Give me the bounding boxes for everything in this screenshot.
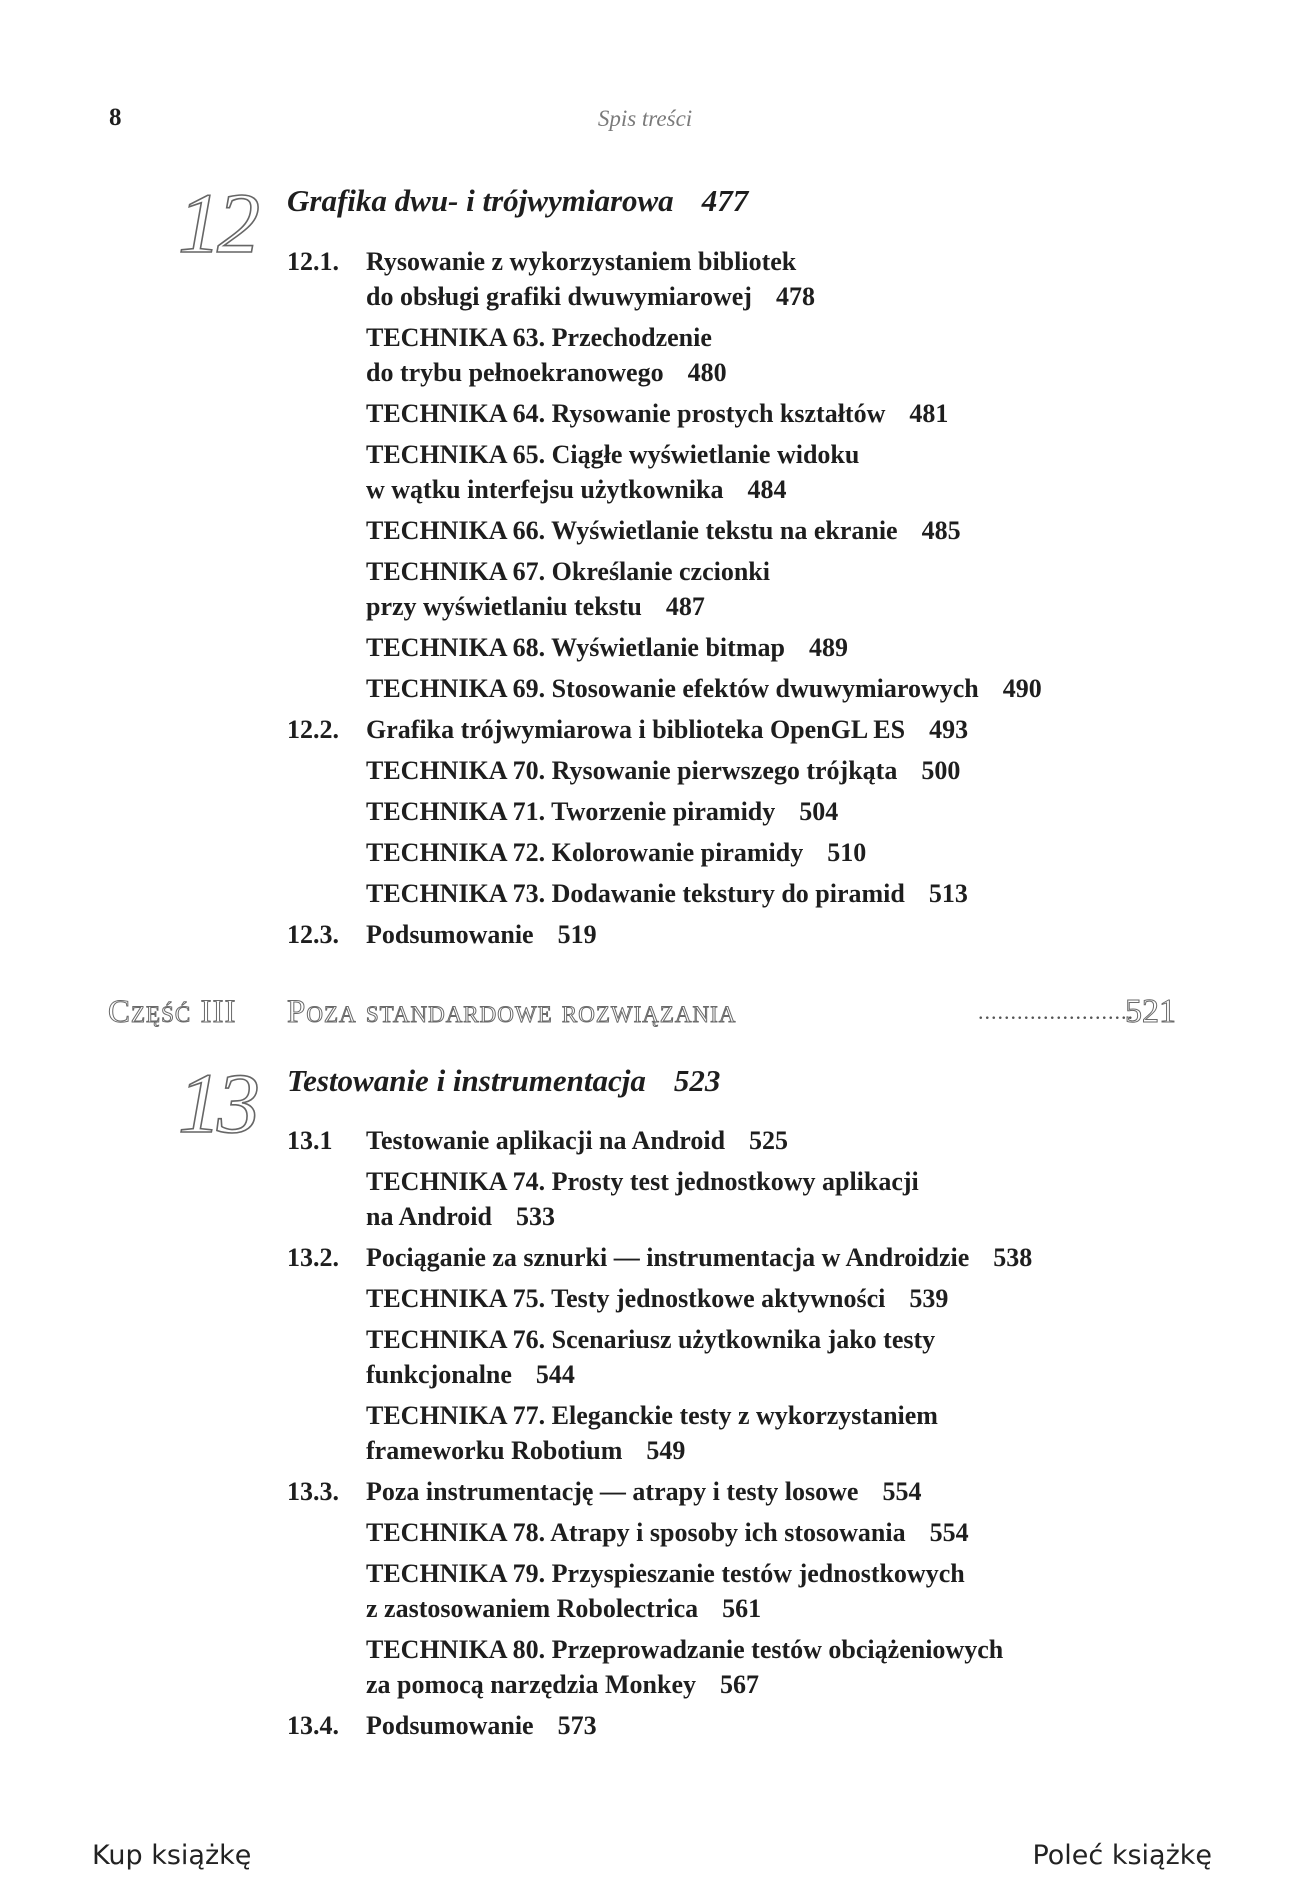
section-number: 13.4. — [287, 1711, 339, 1740]
toc-line — [366, 1123, 788, 1158]
toc-entry-page: 481 — [909, 399, 949, 428]
toc-entry-text: TECHNIKA 73. Dodawanie tekstury do piramid — [366, 879, 905, 908]
toc-entry-text: w wątku interfejsu użytkownika — [366, 475, 724, 504]
toc-entry-page: 544 — [535, 1360, 575, 1389]
toc-entry-page: 480 — [687, 358, 727, 387]
toc-line — [366, 753, 960, 788]
toc-line — [366, 472, 787, 507]
section-number: 12.3. — [287, 920, 339, 949]
toc-entry-text: Pociąganie za sznurki — instrumentacja w Androidzie — [366, 1243, 970, 1272]
toc-line — [366, 437, 859, 472]
toc-entry-text: TECHNIKA 69. Stosowanie efektów dwuwymiarowych — [366, 674, 979, 703]
toc-entry-text: TECHNIKA 78. Atrapy i sposoby ich stosowania — [366, 1518, 906, 1547]
toc-entry-text: przy wyświetlaniu tekstu — [366, 592, 642, 621]
toc-entry-page: 525 — [749, 1126, 789, 1155]
toc-entry-text: TECHNIKA 63. Przechodzenie — [366, 323, 712, 352]
running-head: Spis treści — [597, 106, 693, 131]
part-3-heading[interactable] — [108, 990, 1176, 1034]
toc-line — [366, 794, 838, 829]
toc-entry-page: 490 — [1002, 674, 1042, 703]
page-number: 8 — [109, 104, 122, 131]
toc-line — [366, 589, 705, 624]
toc-line — [366, 630, 848, 665]
toc-entry-page: 538 — [993, 1243, 1033, 1272]
toc-entry-page: 489 — [808, 633, 848, 662]
toc-entry-page: 510 — [827, 838, 867, 867]
toc-entry-page: 484 — [747, 475, 787, 504]
toc-entry-page: 554 — [929, 1518, 969, 1547]
toc-entry-text: z zastosowaniem Robolectrica — [366, 1594, 699, 1623]
toc-line — [366, 355, 727, 390]
toc-entry-text: TECHNIKA 80. Przeprowadzanie testów obciążeniowych — [366, 1635, 1004, 1664]
chapter-12-title[interactable] — [287, 183, 748, 219]
section-number: 13.3. — [287, 1477, 339, 1506]
section-number: 13.1 — [287, 1126, 333, 1155]
toc-entry-page: 487 — [665, 592, 705, 621]
toc-entry-page: 554 — [882, 1477, 922, 1506]
toc-line — [366, 917, 597, 952]
toc-entry-text: Podsumowanie — [366, 1711, 534, 1740]
toc-line — [366, 1433, 685, 1468]
toc-entry-text: TECHNIKA 76. Scenariusz użytkownika jako testy — [366, 1325, 936, 1354]
recommend-book-link[interactable]: Poleć książkę — [1032, 1840, 1212, 1871]
toc-entry-text: Grafika trójwymiarowa i biblioteka OpenGL ES — [366, 715, 906, 744]
toc-line — [366, 1632, 1003, 1667]
toc-entry-page: 539 — [909, 1284, 949, 1313]
toc-entry-page: 500 — [921, 756, 961, 785]
toc-line — [366, 1322, 935, 1357]
toc-line — [366, 1556, 965, 1591]
toc-line — [366, 712, 968, 747]
toc-line — [366, 1708, 597, 1743]
toc-entry-page: 519 — [557, 920, 597, 949]
toc-line — [366, 1199, 555, 1234]
toc-entry-text: TECHNIKA 68. Wyświetlanie bitmap — [366, 633, 785, 662]
toc-entry-text: TECHNIKA 75. Testy jednostkowe aktywności — [366, 1284, 886, 1313]
toc-entry-page: 493 — [929, 715, 969, 744]
toc-entry-page: 485 — [921, 516, 961, 545]
chapter-13-page: 523 — [673, 1063, 721, 1098]
toc-entry-text: Poza instrumentację — atrapy i testy losowe — [366, 1477, 859, 1506]
toc-entry-text: TECHNIKA 65. Ciągłe wyświetlanie widoku — [366, 440, 860, 469]
toc-entry-text: do trybu pełnoekranowego — [366, 358, 664, 387]
toc-entry-page: 567 — [720, 1670, 760, 1699]
toc-entry-text: za pomocą narzędzia Monkey — [366, 1670, 697, 1699]
toc-line — [366, 320, 712, 355]
toc-line — [366, 1164, 919, 1199]
toc-line — [366, 1667, 759, 1702]
toc-line — [366, 835, 866, 870]
chapter-13-number: 13 — [178, 1055, 256, 1151]
toc-entry-text: Podsumowanie — [366, 920, 534, 949]
buy-book-link[interactable]: Kup książkę — [92, 1840, 252, 1871]
toc-line — [366, 1474, 921, 1509]
toc-line — [366, 279, 815, 314]
section-number: 12.2. — [287, 715, 339, 744]
chapter-13-title[interactable] — [287, 1063, 720, 1099]
toc-entry-page: 513 — [928, 879, 968, 908]
toc-entry-text: Rysowanie z wykorzystaniem bibliotek — [366, 247, 797, 276]
chapter-12-title-text: Grafika dwu- i trójwymiarowa — [287, 183, 674, 218]
toc-entry-text: funkcjonalne — [366, 1360, 512, 1389]
toc-line — [366, 1398, 938, 1433]
toc-line — [366, 1240, 1032, 1275]
toc-line — [366, 244, 796, 279]
toc-line — [366, 554, 770, 589]
toc-line — [366, 1591, 761, 1626]
part-3-title: Poza standardowe rozwiązania — [287, 994, 737, 1030]
toc-entry-page: 573 — [557, 1711, 597, 1740]
toc-line — [366, 1281, 948, 1316]
chapter-12-page: 477 — [701, 183, 749, 218]
chapter-12-number: 12 — [178, 175, 256, 271]
chapter-13-title-text: Testowanie i instrumentacja — [287, 1063, 646, 1098]
toc-entry-text: TECHNIKA 67. Określanie czcionki — [366, 557, 770, 586]
toc-line — [366, 1515, 969, 1550]
toc-entry-text: TECHNIKA 70. Rysowanie pierwszego trójkąta — [366, 756, 898, 785]
section-number: 12.1. — [287, 247, 339, 276]
section-number: 13.2. — [287, 1243, 339, 1272]
toc-entry-page: 504 — [799, 797, 839, 826]
toc-line — [366, 1357, 575, 1392]
toc-entry-text: TECHNIKA 66. Wyświetlanie tekstu na ekranie — [366, 516, 898, 545]
toc-line — [366, 671, 1042, 706]
toc-entry-page: 549 — [646, 1436, 686, 1465]
toc-line — [366, 876, 968, 911]
toc-entry-page: 561 — [722, 1594, 762, 1623]
toc-entry-text: TECHNIKA 79. Przyspieszanie testów jednostkowych — [366, 1559, 965, 1588]
part-3-leader-dots: ........................ — [978, 999, 1134, 1024]
toc-entry-text: do obsługi grafiki dwuwymiarowej — [366, 282, 752, 311]
part-3-label: Część III — [108, 994, 237, 1030]
toc-entry-page: 478 — [775, 282, 815, 311]
toc-entry-text: TECHNIKA 72. Kolorowanie piramidy — [366, 838, 804, 867]
toc-line — [366, 513, 961, 548]
toc-entry-text: na Android — [366, 1202, 492, 1231]
toc-line — [366, 396, 948, 431]
toc-entry-text: TECHNIKA 74. Prosty test jednostkowy aplikacji — [366, 1167, 919, 1196]
toc-entry-text: Testowanie aplikacji na Android — [366, 1126, 726, 1155]
part-3-page: 521 — [1125, 993, 1176, 1030]
toc-entry-text: TECHNIKA 64. Rysowanie prostych kształtów — [366, 399, 886, 428]
toc-entry-page: 533 — [515, 1202, 555, 1231]
toc-entry-text: TECHNIKA 77. Eleganckie testy z wykorzystaniem — [366, 1401, 938, 1430]
toc-entry-text: frameworku Robotium — [366, 1436, 623, 1465]
toc-entry-text: TECHNIKA 71. Tworzenie piramidy — [366, 797, 776, 826]
